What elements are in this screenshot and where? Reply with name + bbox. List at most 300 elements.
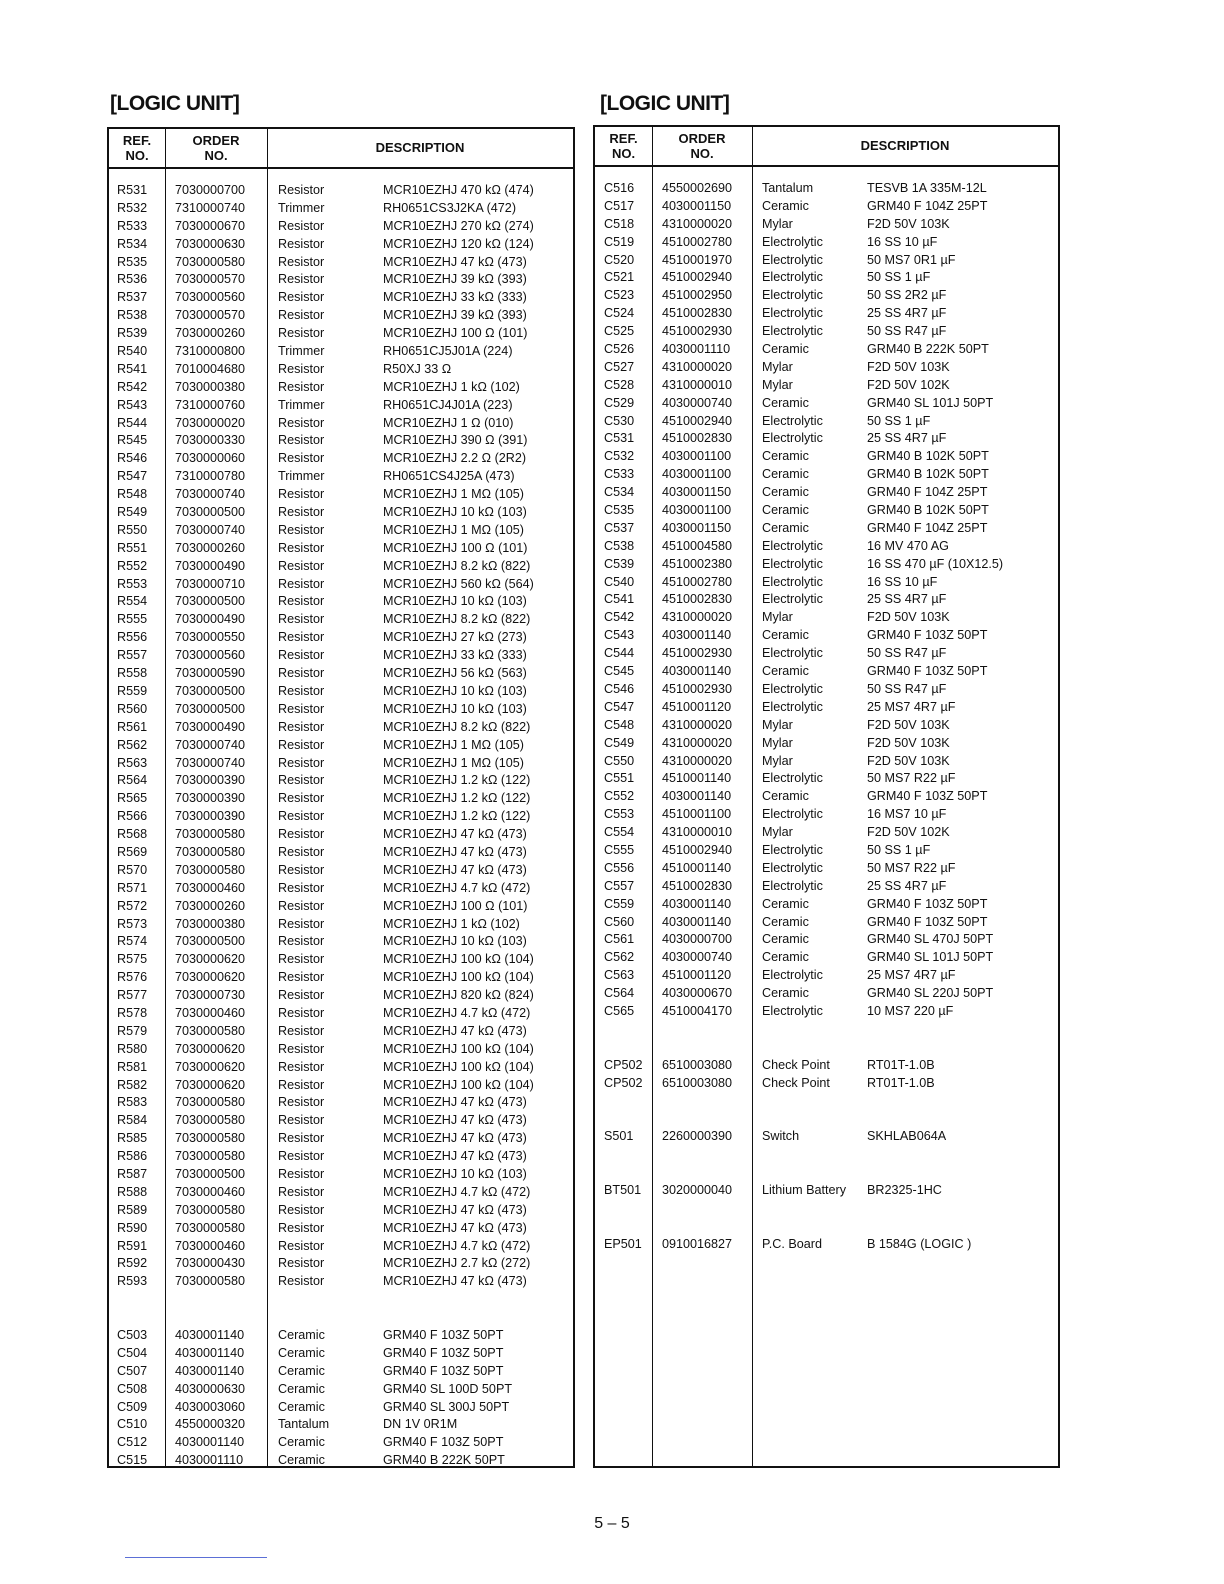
order-no-cell: 7030000500 — [175, 505, 246, 520]
ref-no-cell: R583 — [117, 1095, 148, 1110]
ref-no-cell: R550 — [117, 522, 148, 537]
order-no-cell: 7030000060 — [175, 451, 246, 466]
ref-no-cell: C519 — [604, 234, 635, 249]
part-type-cell: Mylar — [762, 825, 793, 840]
part-value-cell: 50 SS R47 µF — [867, 681, 947, 696]
table-row — [109, 629, 573, 647]
table-row — [595, 1075, 1058, 1093]
part-value-cell: MCR10EZHJ 4.7 kΩ (472) — [383, 880, 531, 895]
table-row — [595, 609, 1058, 627]
left-unit-title: [LOGIC UNIT] — [110, 92, 240, 115]
table-row — [109, 325, 573, 343]
part-value-cell: MCR10EZHJ 39 kΩ (393) — [383, 308, 527, 323]
ref-no-cell: R574 — [117, 934, 148, 949]
order-no-cell: 7030000460 — [175, 880, 246, 895]
part-type-cell: Resistor — [278, 1005, 325, 1020]
part-value-cell: 25 MS7 4R7 µF — [867, 699, 956, 714]
order-no-cell: 4510002780 — [662, 234, 733, 249]
order-no-cell: 7030000460 — [175, 1005, 246, 1020]
ref-no-cell: C553 — [604, 807, 635, 822]
table-row — [595, 305, 1058, 323]
ref-no-cell: C526 — [604, 342, 635, 357]
part-type-cell: Resistor — [278, 809, 325, 824]
part-value-cell: GRM40 F 103Z 50PT — [867, 914, 988, 929]
order-no-cell: 4510002940 — [662, 842, 733, 857]
table-row — [595, 1110, 1058, 1128]
part-value-cell: MCR10EZHJ 56 kΩ (563) — [383, 666, 527, 681]
part-value-cell: GRM40 B 222K 50PT — [383, 1453, 505, 1468]
order-no-header: ORDER NO. — [678, 131, 726, 161]
table-row — [595, 395, 1058, 413]
part-type-cell: Tantalum — [278, 1417, 330, 1432]
ref-no-cell: R582 — [117, 1077, 148, 1092]
order-no-cell: 4510002380 — [662, 556, 733, 571]
part-value-cell: 25 SS 4R7 µF — [867, 431, 947, 446]
table-header — [595, 127, 1058, 167]
ref-no-cell: R548 — [117, 487, 148, 502]
table-row — [595, 269, 1058, 287]
table-row — [595, 985, 1058, 1003]
part-value-cell: 50 MS7 0R1 µF — [867, 252, 956, 267]
part-value-cell: MCR10EZHJ 4.7 kΩ (472) — [383, 1184, 531, 1199]
part-value-cell: MCR10EZHJ 1 kΩ (102) — [383, 916, 520, 931]
table-row — [109, 1130, 573, 1148]
ref-no-cell: R540 — [117, 344, 148, 359]
part-value-cell: F2D 50V 102K — [867, 825, 950, 840]
part-type-cell: Resistor — [278, 719, 325, 734]
table-row — [595, 949, 1058, 967]
part-value-cell: GRM40 F 104Z 25PT — [867, 520, 988, 535]
part-value-cell: RH0651CJ5J01A (224) — [383, 344, 513, 359]
part-type-cell: Resistor — [278, 755, 325, 770]
part-value-cell: GRM40 B 222K 50PT — [867, 342, 989, 357]
ref-no-cell: R539 — [117, 326, 148, 341]
part-type-cell: Resistor — [278, 1166, 325, 1181]
right-unit-title: [LOGIC UNIT] — [600, 92, 730, 115]
order-no-cell: 7030000570 — [175, 308, 246, 323]
table-row — [109, 1094, 573, 1112]
part-value-cell: MCR10EZHJ 10 kΩ (103) — [383, 701, 527, 716]
order-no-cell: 7030000710 — [175, 576, 246, 591]
part-type-cell: Resistor — [278, 934, 325, 949]
table-row — [109, 1381, 573, 1399]
ref-no-cell: R591 — [117, 1238, 148, 1253]
ref-no-cell: R546 — [117, 451, 148, 466]
part-type-cell: Resistor — [278, 773, 325, 788]
table-row — [595, 1218, 1058, 1236]
ref-no-cell: R558 — [117, 666, 148, 681]
order-no-cell: 7030000590 — [175, 666, 246, 681]
part-value-cell: 50 SS 2R2 µF — [867, 288, 947, 303]
table-row — [109, 1452, 573, 1470]
part-type-cell: Resistor — [278, 1023, 325, 1038]
ref-no-cell: R587 — [117, 1166, 148, 1181]
ref-no-cell: R554 — [117, 594, 148, 609]
table-row — [595, 1128, 1058, 1146]
ref-no-cell: C557 — [604, 878, 635, 893]
order-no-cell: 7030000380 — [175, 916, 246, 931]
ref-no-cell: C559 — [604, 896, 635, 911]
table-row — [109, 755, 573, 773]
part-type-cell: Ceramic — [278, 1435, 325, 1450]
table-row — [595, 484, 1058, 502]
part-type-cell: Resistor — [278, 844, 325, 859]
part-type-cell: Resistor — [278, 737, 325, 752]
part-value-cell: GRM40 B 102K 50PT — [867, 449, 989, 464]
table-row — [595, 502, 1058, 520]
ref-no-cell: R575 — [117, 952, 148, 967]
ref-no-cell: C564 — [604, 986, 635, 1001]
part-type-cell: Electrolytic — [762, 288, 823, 303]
table-row — [595, 180, 1058, 198]
ref-no-cell: C550 — [604, 753, 635, 768]
part-type-cell: Resistor — [278, 361, 325, 376]
part-value-cell: GRM40 SL 101J 50PT — [867, 950, 994, 965]
part-value-cell: 25 SS 4R7 µF — [867, 592, 947, 607]
part-value-cell: MCR10EZHJ 10 kΩ (103) — [383, 683, 527, 698]
part-value-cell: GRM40 SL 101J 50PT — [867, 395, 994, 410]
part-type-cell: Resistor — [278, 558, 325, 573]
ref-no-cell: C518 — [604, 216, 635, 231]
ref-no-cell: C531 — [604, 431, 635, 446]
part-value-cell: GRM40 SL 300J 50PT — [383, 1399, 510, 1414]
ref-no-cell: CP502 — [604, 1075, 643, 1090]
table-row — [109, 182, 573, 200]
order-no-cell: 7030000500 — [175, 1166, 246, 1181]
order-no-cell: 4030000740 — [662, 395, 733, 410]
ref-no-cell: R549 — [117, 505, 148, 520]
ref-no-cell: C527 — [604, 359, 635, 374]
table-row — [109, 576, 573, 594]
ref-no-cell: R584 — [117, 1113, 148, 1128]
table-row — [109, 236, 573, 254]
part-type-cell: Resistor — [278, 218, 325, 233]
order-no-cell: 2260000390 — [662, 1129, 733, 1144]
order-no-cell: 4030001140 — [175, 1345, 245, 1360]
order-no-cell: 7030000620 — [175, 952, 246, 967]
order-no-cell: 7030000580 — [175, 844, 246, 859]
part-value-cell: MCR10EZHJ 10 kΩ (103) — [383, 594, 527, 609]
table-row — [109, 486, 573, 504]
table-row — [595, 878, 1058, 896]
order-no-cell: 7030000740 — [175, 755, 246, 770]
part-value-cell: MCR10EZHJ 100 kΩ (104) — [383, 952, 534, 967]
order-no-cell: 4510001100 — [662, 807, 732, 822]
order-no-cell: 4030001140 — [175, 1363, 245, 1378]
table-row — [109, 683, 573, 701]
part-value-cell: GRM40 F 103Z 50PT — [383, 1363, 504, 1378]
part-type-cell: Check Point — [762, 1075, 830, 1090]
part-type-cell: Ceramic — [762, 503, 809, 518]
part-type-cell: Electrolytic — [762, 1003, 823, 1018]
ref-no-cell: R537 — [117, 290, 148, 305]
table-row — [109, 719, 573, 737]
part-value-cell: MCR10EZHJ 100 kΩ (104) — [383, 1059, 534, 1074]
part-value-cell: MCR10EZHJ 47 kΩ (473) — [383, 1149, 527, 1164]
part-type-cell: Resistor — [278, 630, 325, 645]
part-type-cell: Ceramic — [762, 198, 809, 213]
order-no-cell: 4030001100 — [662, 449, 732, 464]
ref-no-cell: R576 — [117, 970, 148, 985]
table-row — [595, 556, 1058, 574]
part-value-cell: MCR10EZHJ 47 kΩ (473) — [383, 1095, 527, 1110]
part-value-cell: MCR10EZHJ 47 kΩ (473) — [383, 1113, 527, 1128]
part-type-cell: Resistor — [278, 916, 325, 931]
order-no-cell: 7030000620 — [175, 1077, 246, 1092]
part-value-cell: MCR10EZHJ 100 kΩ (104) — [383, 1077, 534, 1092]
table-row — [109, 969, 573, 987]
part-value-cell: B 1584G (LOGIC ) — [867, 1236, 972, 1251]
ref-no-cell: R577 — [117, 988, 148, 1003]
order-no-cell: 7030000020 — [175, 415, 246, 430]
order-no-cell: 4030000700 — [662, 932, 733, 947]
part-value-cell: GRM40 F 103Z 50PT — [383, 1345, 504, 1360]
table-row — [595, 1200, 1058, 1218]
table-row — [109, 307, 573, 325]
order-no-cell: 4510002950 — [662, 288, 733, 303]
table-row — [109, 898, 573, 916]
part-value-cell: RH0651CS4J25A (473) — [383, 469, 515, 484]
part-value-cell: MCR10EZHJ 33 kΩ (333) — [383, 290, 527, 305]
part-type-cell: Mylar — [762, 610, 793, 625]
ref-no-cell: R592 — [117, 1256, 148, 1271]
ref-no-cell: C541 — [604, 592, 635, 607]
table-row — [109, 379, 573, 397]
table-row — [109, 1202, 573, 1220]
ref-no-cell: R561 — [117, 719, 148, 734]
table-row — [109, 1077, 573, 1095]
ref-no-cell: C530 — [604, 413, 635, 428]
part-value-cell: MCR10EZHJ 10 kΩ (103) — [383, 1166, 527, 1181]
order-no-cell: 7030000260 — [175, 540, 246, 555]
part-value-cell: MCR10EZHJ 100 Ω (101) — [383, 540, 528, 555]
order-no-cell: 4550000320 — [175, 1417, 246, 1432]
ref-no-cell: C551 — [604, 771, 635, 786]
order-no-cell: 7030000580 — [175, 254, 246, 269]
part-value-cell: MCR10EZHJ 47 kΩ (473) — [383, 827, 527, 842]
part-value-cell: 16 MS7 10 µF — [867, 807, 947, 822]
table-row — [109, 289, 573, 307]
ref-no-cell: C563 — [604, 968, 635, 983]
part-value-cell: GRM40 F 103Z 50PT — [383, 1435, 504, 1450]
ref-no-cell: R563 — [117, 755, 148, 770]
part-type-cell: Ceramic — [762, 664, 809, 679]
order-no-cell: 4510002830 — [662, 878, 733, 893]
ref-no-cell: C534 — [604, 485, 635, 500]
part-value-cell: MCR10EZHJ 47 kΩ (473) — [383, 1131, 527, 1146]
table-row — [109, 450, 573, 468]
order-no-cell: 7030000580 — [175, 827, 246, 842]
part-value-cell: RT01T-1.0B — [867, 1057, 935, 1072]
ref-no-cell: C555 — [604, 842, 635, 857]
ref-no-cell: R555 — [117, 612, 148, 627]
part-value-cell: MCR10EZHJ 120 kΩ (124) — [383, 236, 534, 251]
ref-no-cell: C544 — [604, 646, 635, 661]
ref-no-cell: R545 — [117, 433, 148, 448]
part-value-cell: F2D 50V 102K — [867, 377, 950, 392]
ref-no-cell: R559 — [117, 683, 148, 698]
part-type-cell: Mylar — [762, 377, 793, 392]
ref-no-cell: R570 — [117, 862, 148, 877]
part-value-cell: MCR10EZHJ 100 Ω (101) — [383, 326, 528, 341]
ref-no-cell: R547 — [117, 469, 148, 484]
ref-no-header: REF. NO. — [122, 133, 152, 163]
table-row — [109, 862, 573, 880]
order-no-cell: 4030001150 — [662, 520, 732, 535]
table-row — [109, 1345, 573, 1363]
part-value-cell: MCR10EZHJ 2.7 kΩ (272) — [383, 1256, 531, 1271]
order-no-cell: 7030000740 — [175, 737, 246, 752]
order-no-cell: 0910016827 — [662, 1236, 733, 1251]
table-row — [595, 663, 1058, 681]
part-value-cell: RH0651CJ4J01A (223) — [383, 397, 513, 412]
ref-no-cell: R565 — [117, 791, 148, 806]
ref-no-cell: C528 — [604, 377, 635, 392]
ref-no-cell: R535 — [117, 254, 148, 269]
table-row — [109, 1255, 573, 1273]
table-row — [595, 448, 1058, 466]
ref-no-cell: C545 — [604, 664, 635, 679]
part-type-cell: Resistor — [278, 1274, 325, 1289]
table-row — [109, 665, 573, 683]
part-value-cell: 50 SS R47 µF — [867, 646, 947, 661]
ref-no-cell: R552 — [117, 558, 148, 573]
table-row — [595, 806, 1058, 824]
part-type-cell: Resistor — [278, 415, 325, 430]
part-type-cell: Resistor — [278, 433, 325, 448]
table-row — [595, 681, 1058, 699]
table-row — [595, 430, 1058, 448]
part-type-cell: Resistor — [278, 379, 325, 394]
ref-no-cell: R572 — [117, 898, 148, 913]
table-row — [109, 844, 573, 862]
part-type-cell: Resistor — [278, 666, 325, 681]
part-type-cell: Ceramic — [762, 932, 809, 947]
part-type-cell: Resistor — [278, 898, 325, 913]
order-no-cell: 7030000390 — [175, 791, 246, 806]
order-no-cell: 7310000800 — [175, 344, 246, 359]
ref-no-cell: C552 — [604, 789, 635, 804]
part-value-cell: GRM40 SL 220J 50PT — [867, 986, 994, 1001]
part-value-cell: 16 SS 10 µF — [867, 574, 938, 589]
part-type-cell: Resistor — [278, 1059, 325, 1074]
order-no-cell: 4310000020 — [662, 359, 733, 374]
ref-no-cell: C532 — [604, 449, 635, 464]
part-type-cell: Trimmer — [278, 469, 325, 484]
ref-no-cell: C535 — [604, 503, 635, 518]
ref-no-cell: R556 — [117, 630, 148, 645]
table-row — [109, 504, 573, 522]
part-value-cell: MCR10EZHJ 47 kΩ (473) — [383, 1220, 527, 1235]
part-value-cell: GRM40 F 103Z 50PT — [867, 789, 988, 804]
part-type-cell: Resistor — [278, 1149, 325, 1164]
part-value-cell: MCR10EZHJ 8.2 kΩ (822) — [383, 612, 531, 627]
table-row — [109, 916, 573, 934]
order-no-cell: 4030001140 — [662, 914, 732, 929]
order-no-cell: 7030000620 — [175, 970, 246, 985]
table-row — [595, 591, 1058, 609]
part-type-cell: Resistor — [278, 540, 325, 555]
ref-no-cell: R586 — [117, 1149, 148, 1164]
part-value-cell: GRM40 F 104Z 25PT — [867, 198, 988, 213]
left-parts-table — [107, 127, 575, 1468]
part-value-cell: DN 1V 0R1M — [383, 1417, 458, 1432]
part-type-cell: Resistor — [278, 612, 325, 627]
order-no-cell: 4510004170 — [662, 1003, 733, 1018]
part-value-cell: 50 SS 1 µF — [867, 270, 931, 285]
right-rows — [595, 180, 1058, 1253]
ref-no-cell: C512 — [117, 1435, 148, 1450]
part-type-cell: Electrolytic — [762, 699, 823, 714]
part-type-cell: Ceramic — [278, 1328, 325, 1342]
part-value-cell: MCR10EZHJ 47 kΩ (473) — [383, 844, 527, 859]
ref-no-cell: C562 — [604, 950, 635, 965]
part-value-cell: MCR10EZHJ 470 kΩ (474) — [383, 183, 534, 197]
ref-no-cell: C516 — [604, 181, 635, 195]
ref-no-cell: R580 — [117, 1041, 148, 1056]
ref-no-cell: R560 — [117, 701, 148, 716]
order-no-cell: 7030000580 — [175, 1095, 246, 1110]
order-no-cell: 7030000390 — [175, 773, 246, 788]
order-no-cell: 4030001100 — [662, 503, 732, 518]
order-no-header: ORDER NO. — [192, 133, 240, 163]
part-type-cell: Ceramic — [278, 1381, 325, 1396]
order-no-cell: 4510002940 — [662, 413, 733, 428]
part-value-cell: MCR10EZHJ 47 kΩ (473) — [383, 254, 527, 269]
part-value-cell: F2D 50V 103K — [867, 359, 950, 374]
part-type-cell: Resistor — [278, 1202, 325, 1217]
ref-no-cell: R571 — [117, 880, 148, 895]
description-header: DESCRIPTION — [375, 140, 465, 155]
part-type-cell: Resistor — [278, 254, 325, 269]
table-row — [109, 343, 573, 361]
ref-no-cell: R541 — [117, 361, 148, 376]
ref-no-cell: R578 — [117, 1005, 148, 1020]
ref-no-cell: R543 — [117, 397, 148, 412]
table-header — [109, 129, 573, 169]
order-no-cell: 4310000010 — [662, 377, 733, 392]
part-type-cell: Electrolytic — [762, 431, 823, 446]
ref-no-cell: R589 — [117, 1202, 148, 1217]
table-row — [109, 611, 573, 629]
part-type-cell: Resistor — [278, 1113, 325, 1128]
order-no-cell: 7030000740 — [175, 522, 246, 537]
order-no-cell: 7310000780 — [175, 469, 246, 484]
order-no-cell: 4030001100 — [662, 467, 732, 482]
part-value-cell: F2D 50V 103K — [867, 216, 950, 231]
left-rows — [109, 182, 573, 1470]
order-no-cell: 4310000020 — [662, 735, 733, 750]
ref-no-cell: R564 — [117, 773, 148, 788]
part-type-cell: Trimmer — [278, 397, 325, 412]
order-no-cell: 4310000020 — [662, 717, 733, 732]
order-no-cell: 7030000460 — [175, 1238, 246, 1253]
table-row — [595, 1092, 1058, 1110]
part-value-cell: MCR10EZHJ 1.2 kΩ (122) — [383, 791, 531, 806]
order-no-cell: 7030000580 — [175, 1220, 246, 1235]
part-value-cell: MCR10EZHJ 8.2 kΩ (822) — [383, 719, 531, 734]
table-row — [109, 397, 573, 415]
part-type-cell: Mylar — [762, 735, 793, 750]
part-type-cell: Resistor — [278, 505, 325, 520]
ref-no-cell: C507 — [117, 1363, 148, 1378]
part-value-cell: MCR10EZHJ 47 kΩ (473) — [383, 862, 527, 877]
part-value-cell: MCR10EZHJ 270 kΩ (274) — [383, 218, 534, 233]
table-row — [595, 216, 1058, 234]
ref-no-cell: R566 — [117, 809, 148, 824]
part-type-cell: Electrolytic — [762, 413, 823, 428]
part-type-cell: Electrolytic — [762, 234, 823, 249]
